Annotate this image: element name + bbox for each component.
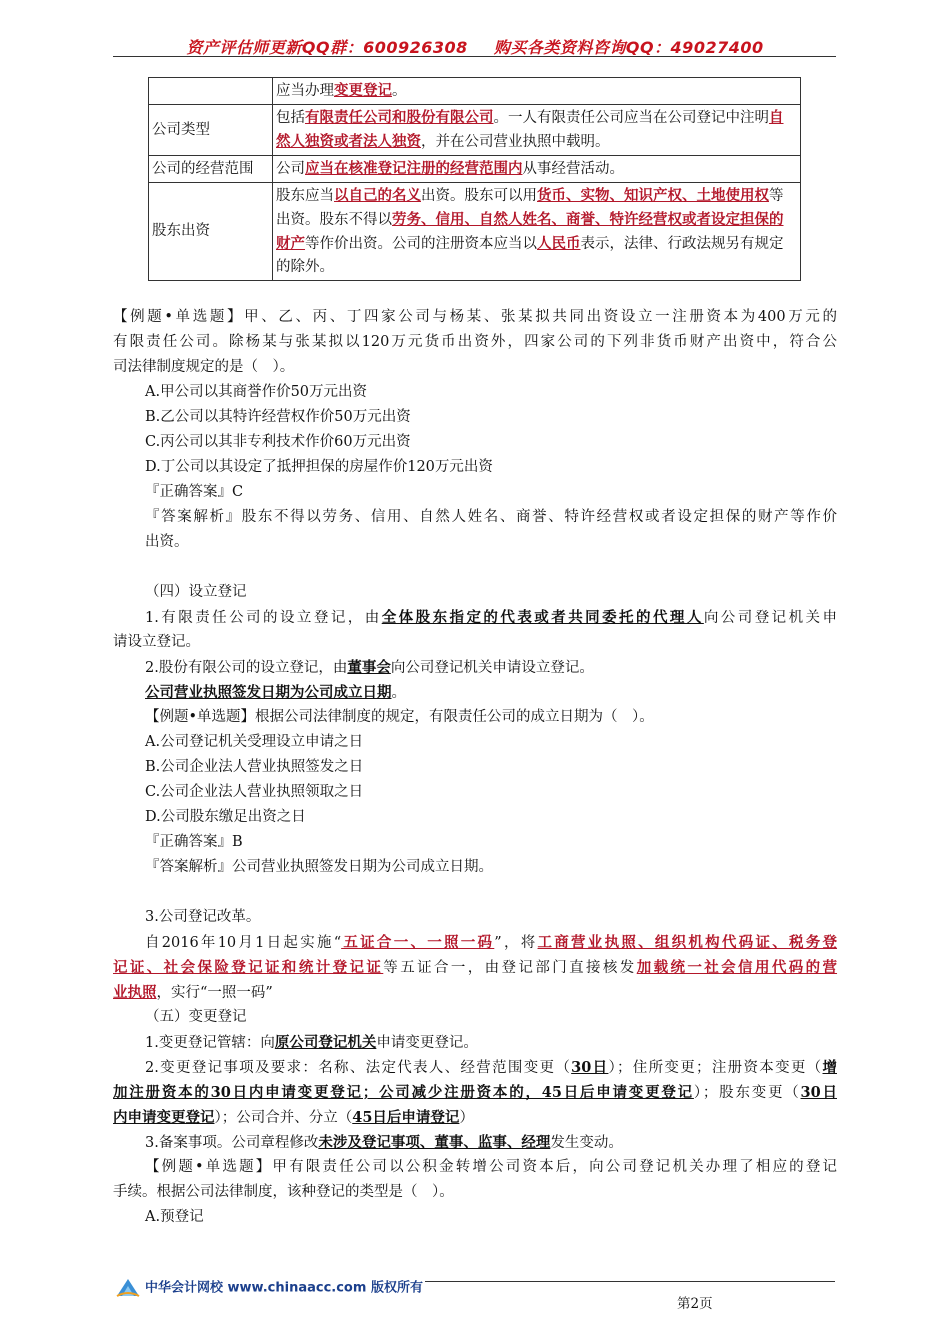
footer-brand <box>115 1276 423 1300</box>
section5-item3: 3.备案事项。公司章程修改未涉及登记事项、董事、监事、经理发生变动。 <box>145 1134 623 1151</box>
table-row <box>149 78 801 105</box>
example2-answer: 『正确答案』B <box>145 834 243 850</box>
example1-option-c: C.丙公司以其非专利技术作价60万元出资 <box>145 434 411 450</box>
reform-paragraph: 记证、社会保险登记证和统计登记证等五证合一，由登记部门直接核发加载统一社会信用代码的营 <box>113 959 838 976</box>
table-row <box>149 105 801 156</box>
example3-question-line: 手续。根据公司法律制度，该种登记的类型是（ ）。 <box>113 1184 454 1200</box>
company-info-table <box>148 77 801 281</box>
table-cell-key: 公司类型 <box>149 105 273 156</box>
example1-option-b: B.乙公司以其特许经营权作价50万元出资 <box>145 409 411 425</box>
table-cell-key: 股东出资 <box>149 183 273 281</box>
page-number: 第2页 <box>677 1296 713 1312</box>
page-header <box>0 35 950 58</box>
footer-rule <box>425 1281 835 1282</box>
table-cell-value: 应当办理变更登记。 <box>273 78 801 105</box>
example1-explanation: 『答案解析』股东不得以劳务、信用、自然人姓名、商誉、特许经营权或者设定担保的财产等作价 <box>145 509 837 525</box>
example2-explanation: 『答案解析』公司营业执照签发日期为公司成立日期。 <box>145 859 493 875</box>
table-row <box>149 156 801 183</box>
section5-item2: 加注册资本的30日内申请变更登记；公司减少注册资本的，45日后申请变更登记）；股东变更（30日 <box>113 1084 837 1101</box>
example1-option-d: D.丁公司以其设定了抵押担保的房屋作价120万元出资 <box>145 459 493 475</box>
example1-answer: 『正确答案』C <box>145 484 244 500</box>
section5-item1: 1.变更登记管辖：向原公司登记机关申请变更登记。 <box>145 1034 478 1051</box>
example1-question-line: 【例题•单选题】甲、乙、丙、丁四家公司与杨某、张某拟共同出资设立一注册资本为400万元的 <box>113 309 837 325</box>
consult-qq-text: 购买各类资料咨询QQ：49027400 <box>493 38 764 57</box>
footer-text: 中华会计网校 www.chinaacc.com 版权所有 <box>145 1280 423 1296</box>
section5-item2: 内申请变更登记）；公司合并、分立（45日后申请登记） <box>113 1109 474 1126</box>
qq-group-text: 资产评估师更新QQ群：600926308 <box>186 38 468 57</box>
reform-title: 3.公司登记改革。 <box>145 909 261 925</box>
section5-item2: 2.变更登记事项及要求：名称、法定代表人、经营范围变更（30日）；住所变更；注册资本变更（增 <box>145 1059 837 1076</box>
example3-option-a: A.预登记 <box>145 1209 204 1225</box>
chinaacc-logo-icon <box>115 1276 141 1300</box>
section4-title: （四）设立登记 <box>145 584 247 600</box>
section4-note: 公司营业执照签发日期为公司成立日期。 <box>145 684 406 701</box>
table-cell-value: 包括有限责任公司和股份有限公司。一人有限责任公司应当在公司登记中注明自然人独资或者法人独资，并在公司营业执照中载明。 <box>273 105 801 156</box>
table-cell-value: 股东应当以自己的名义出资。股东可以用货币、实物、知识产权、土地使用权等出资。股东不得以劳务、信用、自然人姓名、商誉、特许经营权或者设定担保的财产等作价出资。公司的注册资本应当以人民币表示，法律、行政法规另有规定的除外。 <box>273 183 801 281</box>
example2-option-c: C.公司企业法人营业执照领取之日 <box>145 784 364 800</box>
table-row <box>149 183 801 281</box>
example1-question-line: 有限责任公司。除杨某与张某拟以120万元货币出资外，四家公司的下列非货币财产出资中，符合公 <box>113 334 837 350</box>
section4-item1: 1.有限责任公司的设立登记，由全体股东指定的代表或者共同委托的代理人向公司登记机关申 <box>145 609 838 626</box>
example2-option-d: D.公司股东缴足出资之日 <box>145 809 306 825</box>
reform-paragraph: 业执照，实行“一照一码” <box>113 984 273 1001</box>
example1-option-a: A.甲公司以其商誉作价50万元出资 <box>145 384 368 400</box>
example2-option-a: A.公司登记机关受理设立申请之日 <box>145 734 364 750</box>
table-cell-value: 公司应当在核准登记注册的经营范围内从事经营活动。 <box>273 156 801 183</box>
header-rule <box>113 56 836 57</box>
section4-item2: 2.股份有限公司的设立登记，由董事会向公司登记机关申请设立登记。 <box>145 659 594 676</box>
table-cell-key <box>149 78 273 105</box>
example1-explanation: 出资。 <box>145 534 189 550</box>
section4-item1-cont: 请设立登记。 <box>113 634 200 650</box>
example1-question-line: 司法律制度规定的是（ ）。 <box>113 359 295 375</box>
example2-option-b: B.公司企业法人营业执照签发之日 <box>145 759 364 775</box>
table-cell-key: 公司的经营范围 <box>149 156 273 183</box>
example3-question-line: 【例题•单选题】甲有限责任公司以公积金转增公司资本后，向公司登记机关办理了相应的登记 <box>145 1159 837 1175</box>
reform-paragraph: 自2016年10月1日起实施“五证合一、一照一码”，将工商营业执照、组织机构代码证、税务登 <box>145 934 838 951</box>
section5-title: （五）变更登记 <box>145 1009 247 1025</box>
example2-question: 【例题•单选题】根据公司法律制度的规定，有限责任公司的成立日期为（ ）。 <box>145 709 654 725</box>
